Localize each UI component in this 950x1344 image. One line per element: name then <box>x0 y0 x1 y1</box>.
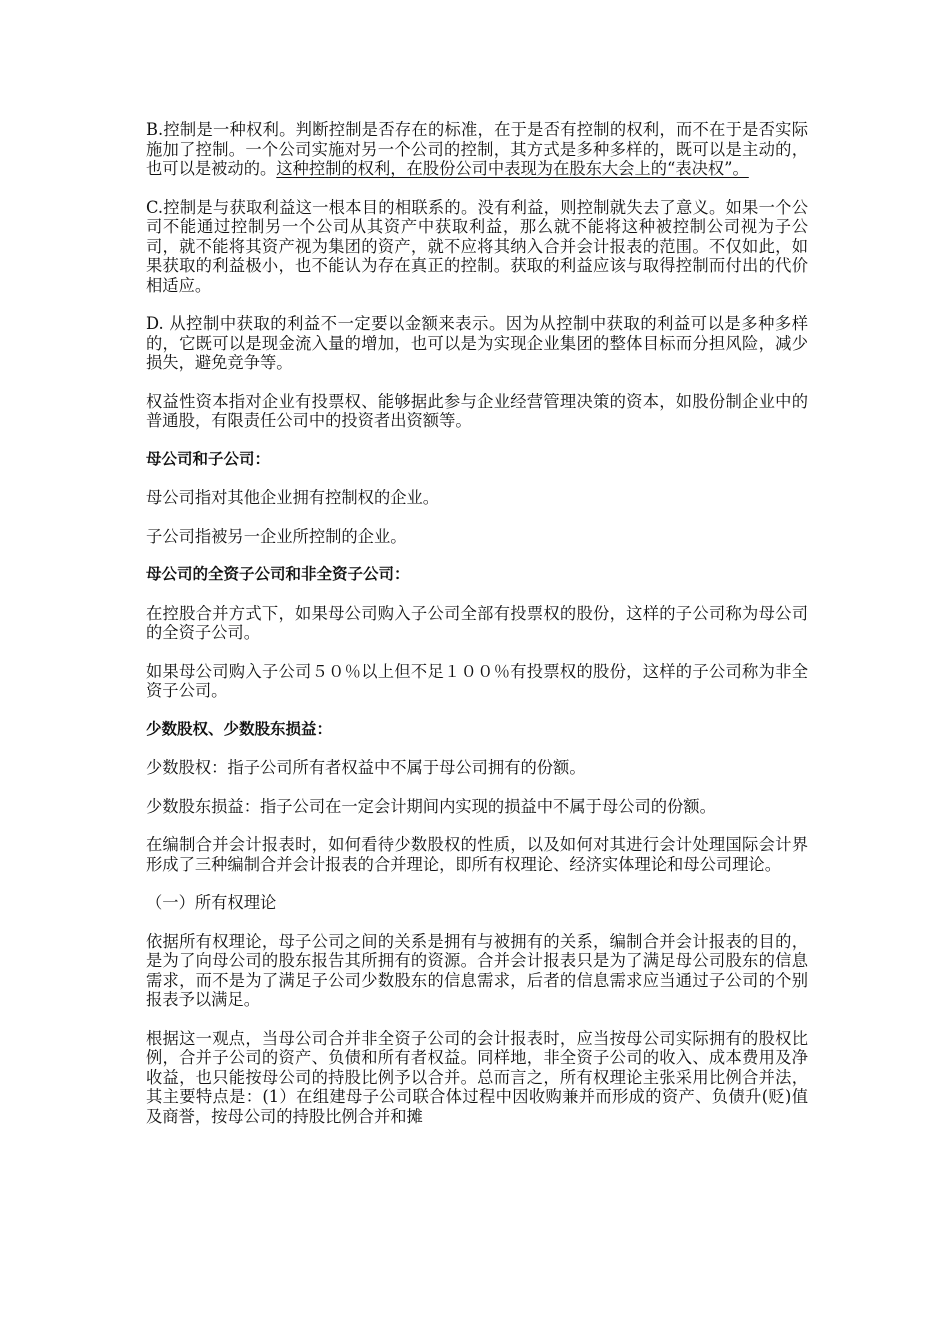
paragraph-minority-interest: 少数股权：指子公司所有者权益中不属于母公司拥有的份额。 <box>146 758 586 777</box>
paragraph-d: D. 从控制中获取的利益不一定要以金额来表示。因为从控制中获取的利益可以是多种多样的，它既可以是现金流入量的增加，也可以是为实现企业集团的整体目标而分担风险，减少损失，避免竞争等。 <box>146 314 808 372</box>
heading-minority-interest: 少数股权、少数股东损益： <box>146 719 333 738</box>
document-page <box>146 120 808 1126</box>
heading-wholly-owned: 母公司的全资子公司和非全资子公司： <box>146 565 410 583</box>
paragraph-ownership-1: 依据所有权理论，母子公司之间的关系是拥有与被拥有的关系，编制合并会计报表的目的，是为了向母公司的股东报告其所拥有的资源。合并会计报表只是为了满足母公司股东的信息需求，而不是为了满足子公司少数股东的信息需求，后者的信息需求应当通过子公司的个别报表予以满足。 <box>146 931 808 1009</box>
paragraph-b-text: B.控制是一种权利。判断控制是否存在的标准，在于是否有控制的权利，而不在于是否实际施加了控制。一个公司实施对另一个公司的控制，其方式是多种多样的，既可以是主动的，也可以是被动的。 <box>146 120 808 178</box>
paragraph-non-wholly-owned: 如果母公司购入子公司５０％以上但不足１００％有投票权的股份，这样的子公司称为非全资子公司。 <box>146 661 808 700</box>
paragraph-parent-definition: 母公司指对其他企业拥有控制权的企业。 <box>146 488 440 507</box>
paragraph-wholly-owned: 在控股合并方式下，如果母公司购入子公司全部有投票权的股份，这样的子公司称为母公司的全资子公司。 <box>146 603 808 642</box>
paragraph-b-underlined-text: 这种控制的权利，在股份公司中表现为在股东大会上的“表决权”。 <box>276 159 749 178</box>
paragraph-subsidiary-definition: 子公司指被另一企业所控制的企业。 <box>146 526 407 546</box>
paragraph-b <box>146 120 808 179</box>
heading-ownership-theory: （一）所有权理论 <box>146 893 277 912</box>
heading-parent-subsidiary: 母公司和子公司： <box>146 449 271 468</box>
paragraph-theories-intro: 在编制合并会计报表时，如何看待少数股权的性质，以及如何对其进行会计处理国际会计界形成了三种编制合并会计报表的合并理论，即所有权理论、经济实体理论和母公司理论。 <box>146 835 808 874</box>
paragraph-ownership-2: 根据这一观点，当母公司合并非全资子公司的会计报表时，应当按母公司实际拥有的股权比例，合并子公司的资产、负债和所有者权益。同样地，非全资子公司的收入、成本费用及净收益，也只能按母公司的持股比例予以合并。总而言之，所有权理论主张采用比例合并法，其主要特点是：(1）在组建母子公司联合体过程中因收购兼并而形成的资产、负债升(贬)值及商誉，按母公司的持股比例合并和摊 <box>146 1028 808 1126</box>
paragraph-minority-income: 少数股东损益：指子公司在一定会计期间内实现的损益中不属于母公司的份额。 <box>146 796 716 816</box>
paragraph-equity-capital: 权益性资本指对企业有投票权、能够据此参与企业经营管理决策的资本，如股份制企业中的普通股，有限责任公司中的投资者出资额等。 <box>146 391 808 430</box>
paragraph-c: C.控制是与获取利益这一根本目的相联系的。没有利益，则控制就失去了意义。如果一个公司不能通过控制另一个公司从其资产中获取利益，那么就不能将这种被控制公司视为子公司，就不能将其资产视为集团的资产，就不应将其纳入合并会计报表的范围。不仅如此，如果获取的利益极小，也不能认为存在真正的控制。获取的利益应该与取得控制而付出的代价相适应。 <box>146 197 808 295</box>
